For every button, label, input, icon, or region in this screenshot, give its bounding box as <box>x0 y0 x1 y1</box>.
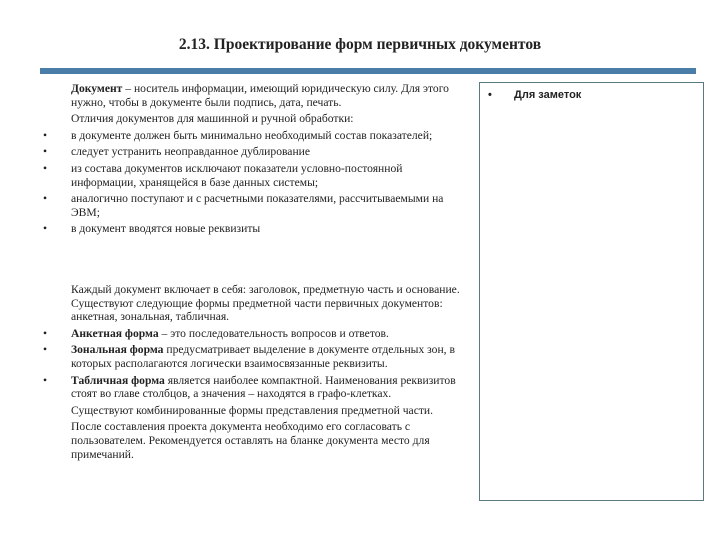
content-block-1 <box>40 82 465 239</box>
paragraph-text: из состава документов исключают показатели условно-постоянной информации, хранящейся в базе данных системы; <box>71 161 403 189</box>
bullet-item <box>40 327 465 341</box>
paragraph-text: После составления проекта документа необходимо его согласовать с пользователем. Рекомендуется оставлять на бланке документа место для примечаний. <box>71 420 430 461</box>
paragraph <box>40 82 465 109</box>
paragraph-text: аналогично поступают и с расчетными показателями, рассчитываемыми на ЭВМ; <box>71 192 444 219</box>
bold-term: Зональная форма <box>71 343 164 357</box>
paragraph-text: является наиболее компактной. Наименования реквизитов стоят во главе столбцов, а значения – находятся в графо-клетках. <box>71 373 456 401</box>
bullet-item <box>40 374 465 401</box>
notes-box[interactable] <box>479 82 704 501</box>
paragraph <box>40 112 465 126</box>
paragraph <box>40 283 465 324</box>
bullet-item <box>40 222 465 236</box>
notes-label: Для заметок <box>514 89 582 101</box>
paragraph <box>40 420 465 461</box>
bullet-icon: • <box>488 89 492 101</box>
title-divider <box>40 68 696 74</box>
bold-term: Табличная форма <box>71 373 165 387</box>
notes-item <box>488 89 581 101</box>
bullet-item <box>40 343 465 370</box>
content-block-2 <box>40 283 465 464</box>
bold-term: Анкетная форма <box>71 326 159 340</box>
paragraph-text: Каждый документ включает в себя: заголовок, предметную часть и основание. Существуют следующие формы предметной части первичных документов: анкетная, зональная, табличная. <box>71 283 460 324</box>
bullet-item <box>40 162 465 189</box>
paragraph-text: – носитель информации, имеющий юридическую силу. Для этого нужно, чтобы в документе были подпись, дата, печать. <box>71 82 449 109</box>
paragraph-text: Отличия документов для машинной и ручной обработки: <box>71 112 354 126</box>
paragraph-text: следует устранить неоправданное дублирование <box>71 145 311 159</box>
paragraph-text: – это последовательность вопросов и ответов. <box>158 326 389 340</box>
paragraph-text: Существуют комбинированные формы представления предметной части. <box>71 403 434 417</box>
bullet-item <box>40 192 465 219</box>
bullet-item <box>40 129 465 143</box>
bullet-item <box>40 145 465 159</box>
paragraph <box>40 404 465 418</box>
bold-term: Документ <box>71 82 123 95</box>
page-title: 2.13. Проектирование форм первичных документов <box>178 36 542 53</box>
paragraph-text: в документе должен быть минимально необходимый состав показателей; <box>71 128 433 142</box>
paragraph-text: предусматривает выделение в документе отдельных зон, в которых располагаются логически взаимосвязанные реквизиты. <box>71 343 455 370</box>
paragraph-text: в документ вводятся новые реквизиты <box>71 222 261 236</box>
